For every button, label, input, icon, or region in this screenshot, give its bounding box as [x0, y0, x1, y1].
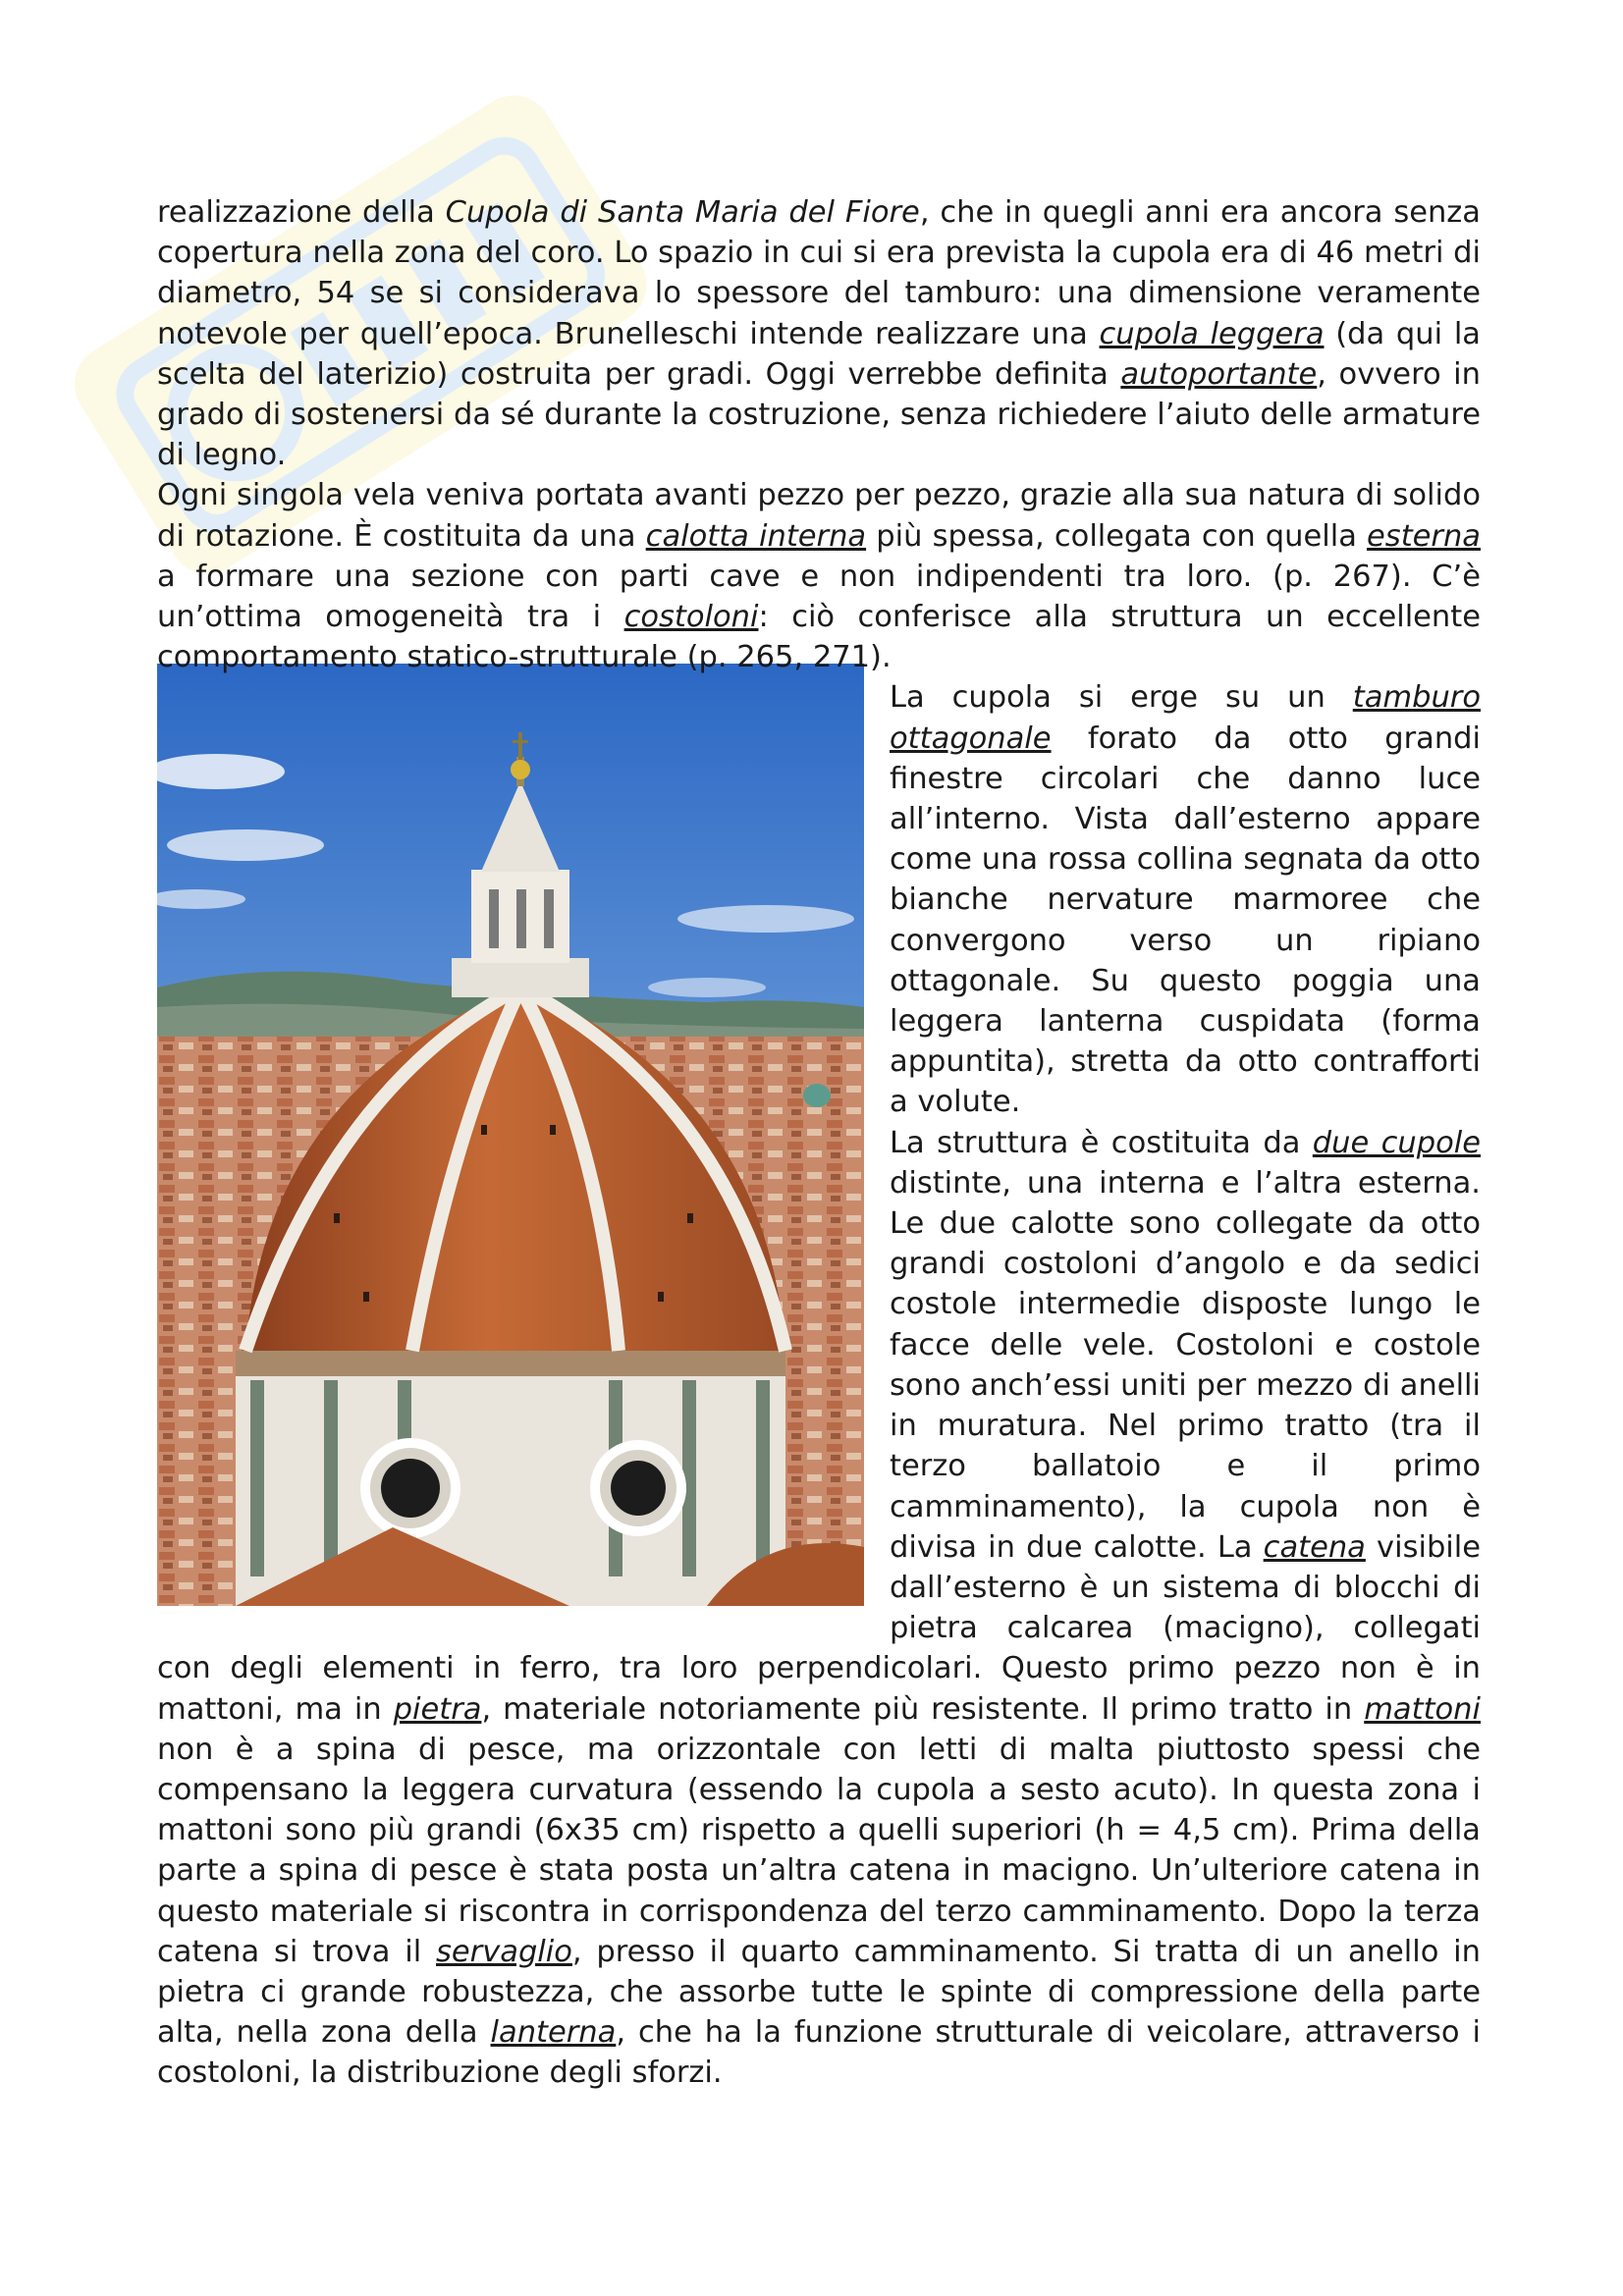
text-run: non è a spina di pesce, ma orizzontale con letti di malta piuttosto spessi che compensano la leggera curvatura (essendo la cupola a sesto acuto). In questa zona i mattoni sono più grandi (6x35 cm) rispetto a quelli superiori (h = 4,5 cm). Prima della parte a spina di pesce è stata posta un’altra catena in macigno. Un’ulteriore catena in questo materiale si riscontra in corrispondenza del terzo camminamento. Dopo la terza catena si trova il [157, 1732, 1481, 1969]
italic-term: Cupola di Santa Maria del Fiore [445, 195, 920, 230]
key-term: pietra [393, 1691, 482, 1727]
text-run: La struttura è costituita da [890, 1125, 1313, 1160]
photo-placeholder [157, 677, 890, 1634]
text-run: (da qui la scelta del laterizio) costruita per gradi. Oggi verrebbe definita [157, 316, 1481, 392]
key-term: due cupole [1312, 1125, 1481, 1160]
key-term: autoportante [1120, 356, 1318, 392]
text-run: , materiale notoriamente più resistente. Il primo tratto in [481, 1691, 1365, 1727]
text-run: a formare una sezione con parti cave e non indipendenti tra loro. (p. 267). C’è un’ottima omogeneità tra i [157, 559, 1481, 635]
text-run: forato da otto grandi finestre circolari che danno luce all’interno. Vista dall’esterno appare come una rossa collina segnata da otto bianche nervature marmoree che convergono verso un ripiano ottagonale. Su questo poggia una leggera lanterna cuspidata (forma appuntita), stretta da otto contrafforti a volute. [890, 721, 1481, 1120]
text-run: , che ha la funzione strutturale di veicolare, attraverso i costoloni, la distribuzione degli sforzi. [157, 2015, 1481, 2091]
key-term: esterna [1367, 518, 1481, 554]
key-term: mattoni [1364, 1691, 1481, 1727]
text-run: , presso il quarto camminamento. Si tratta di un anello in pietra ci grande robustezza, che assorbe tutte le spinte di compressione della parte alta, nella zona della [157, 1934, 1481, 2051]
text-run: realizzazione della [157, 195, 446, 230]
key-term: servaglio [436, 1934, 572, 1969]
text-run: Ogni singola vela veniva portata avanti pezzo per pezzo, grazie alla sua natura di solido di rotazione. È costituita da una [157, 478, 1481, 554]
key-term: cupola leggera [1099, 316, 1325, 351]
paragraph-1 [157, 192, 1481, 475]
text-run: più spessa, collegata con quella [866, 518, 1368, 554]
text-run: , che in quegli anni era ancora senza copertura nella zona del coro. Lo spazio in cui si era prevista la cupola era di 46 metri di diametro, 54 se si considerava lo spessore del tamburo: una dimensione veramente notevole per quell’epoca. Brunelleschi intende realizzare una [157, 195, 1481, 351]
key-term: tamburo ottagonale [890, 680, 1481, 756]
body-text [157, 192, 1481, 2094]
key-term: catena [1263, 1529, 1366, 1565]
key-term: costoloni [623, 600, 759, 635]
key-term: lanterna [490, 2015, 617, 2051]
text-run: , ovvero in grado di sostenersi da sé durante la costruzione, senza richiedere l’aiuto delle armature di legno. [157, 356, 1481, 473]
text-run: distinte, una interna e l’altra esterna. Le due calotte sono collegate da otto grandi costoloni d’angolo e da sedici costole intermedie disposte lungo le facce delle vele. Costoloni e costole sono anch’essi uniti per mezzo di anelli in muratura. Nel primo tratto (tra il terzo ballatoio e il primo camminamento), la cupola non è divisa in due calotte. La [890, 1165, 1481, 1565]
text-run: visibile dall’esterno è un sistema di blocchi di pietra calcarea (macigno), collegati con degli elementi in ferro, tra loro perpendicolari. Questo primo pezzo non è in mattoni, ma in [157, 1529, 1482, 1727]
text-run: La cupola si erge su un [890, 680, 1353, 716]
text-run: : ciò conferisce alla struttura un eccellente comportamento statico-strutturale (p. 265, 271). [157, 600, 1481, 675]
paragraph-2 [157, 475, 1481, 677]
key-term: calotta interna [645, 518, 867, 554]
